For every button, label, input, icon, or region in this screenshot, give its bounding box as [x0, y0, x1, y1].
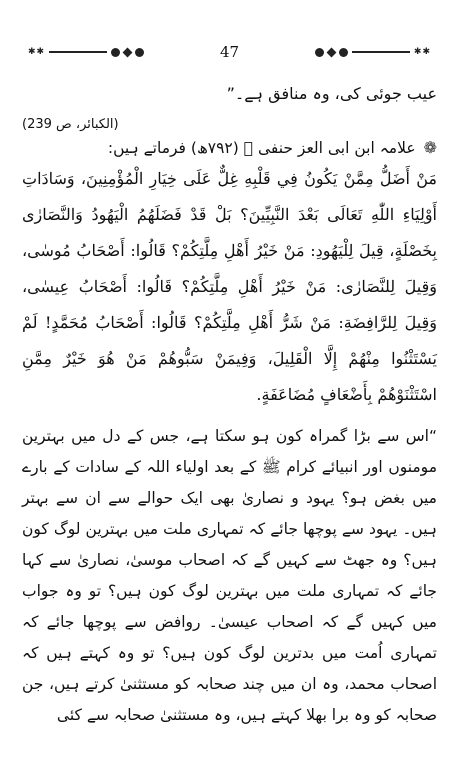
- arabic-quotation: مَنْ أَضَلُّ مِمَّنْ يَكُونُ فِي قَلْبِهِ غِلٌّ عَلَى خِيَارِ الْمُؤْمِنِينَ، وَسَادَاتِ أَوْلِيَاءِ اللّٰهِ تَعَالَى بَعْدَ النَّبِيِّينَ؟ بَلْ قَدْ فَضَلَهُمُ الْيَهُودُ وَالنَّصَارٰى بِخَصْلَةٍ، قِيلَ لِلْيَهُودِ: مَنْ خَيْرُ أَهْلِ مِلَّتِكُمْ؟ قَالُوا: أَصْحَابُ مُوسٰى، وَقِيلَ لِلنَّصَارٰى: مَنْ خَيْرُ أَهْلِ مِلَّتِكُمْ؟ قَالُوا: أَصْحَابُ عِيسٰى، وَقِيلَ لِلرَّافِضَةِ: مَنْ شَرُّ أَهْلِ مِلَّتِكُمْ؟ قَالُوا: أَصْحَابُ مُحَمَّدٍ! لَمْ يَسْتَثْنُوا مِنْهُمْ إِلَّا الْقَلِيلَ، وَفِيمَنْ سَبُّوهُمْ مَنْ هُوَ خَيْرٌ مِمَّنِ اسْتَثْنَوْهُمْ بِأَضْعَافٍ مُضَاعَفَةٍ.: [22, 169, 437, 404]
- section-heading: [22, 138, 437, 157]
- header-ornament-right: [315, 47, 431, 57]
- page-header: [28, 40, 431, 64]
- citation-reference: (الکبائر، ص 239): [22, 117, 119, 132]
- star-ornament-icon: ✱✱: [413, 47, 431, 57]
- dot-ornament-icon: [315, 48, 324, 57]
- page-number: 47: [219, 43, 240, 61]
- diamond-ornament-icon: [326, 47, 336, 57]
- diamond-ornament-icon: [123, 47, 133, 57]
- star-ornament-icon: ✱✱: [28, 47, 46, 57]
- continuation-line: عیب جوئی کی، وہ منافق ہے۔”: [226, 84, 437, 103]
- dot-ornament-icon: [111, 48, 120, 57]
- dot-ornament-icon: [339, 48, 348, 57]
- page-body: [22, 70, 437, 731]
- flower-ornament-icon: ❁: [423, 138, 437, 157]
- header-ornament-left: [28, 47, 144, 57]
- divider-line: [352, 51, 410, 53]
- heading-text: علامہ ابن ابی العز حنفی ﷫ (۷۹۲ھ) فرماتے ہیں:: [107, 138, 416, 157]
- urdu-translation: “اس سے بڑا گمراہ کون ہو سکتا ہے، جس کے دل میں بہترین مومنوں اور انبیائے کرام ﷺ کے بعد اولیاء اللہ کے سادات کے بارے میں بغض ہو؟ یہود و نصاریٰ بھی ایک حوالے سے ان سے بہتر ہیں۔ یہود سے پوچھا جائے کہ تمہاری ملت میں بہترین لوگ کون ہیں؟ وہ جھٹ سے کہیں گے کہ اصحاب موسیٰ، نصاریٰ سے کہا جائے کہ تمہاری ملت میں بہترین لوگ کون ہیں؟ تو وہ جواب میں کہیں گے کہ اصحاب عیسیٰ۔ روافض سے پوچھا جائے کہ تمہاری اُمت میں بدترین لوگ کون ہیں؟ تو وہ کہتے ہیں کہ اصحاب محمد، وہ ان میں چند صحابہ کو مستثنیٰ کرتے ہیں، جن صحابہ کو وہ برا بھلا کہتے ہیں، وہ مستثنیٰ صحابہ سے کئی: [22, 427, 437, 724]
- dot-ornament-icon: [135, 48, 144, 57]
- divider-line: [49, 51, 107, 53]
